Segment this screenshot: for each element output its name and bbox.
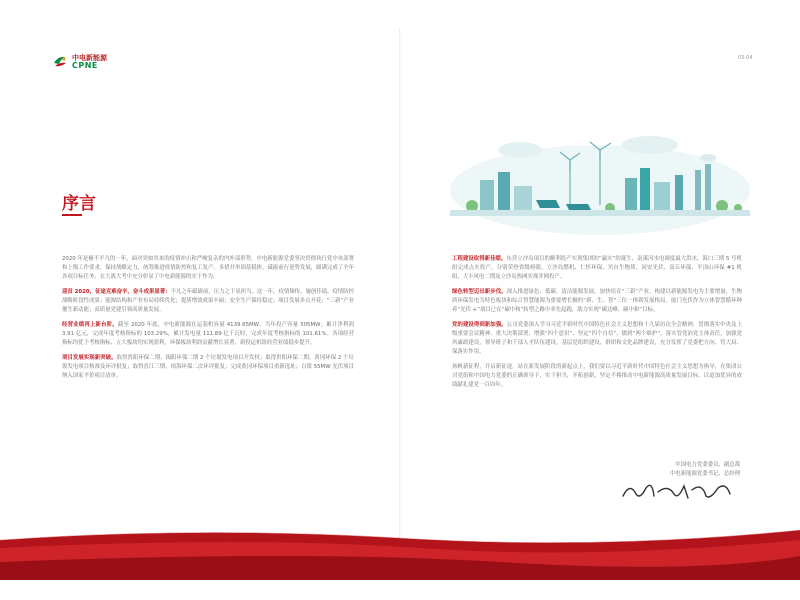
paragraph-body: 截至 2020 年底，中电新能源在运装机容量 4139.65MW，当年投产容量 505MW。累计净利润 3.91 亿元，完成年度考核指标的 103.29%，累计发电量 111.89 亿千瓦时，完成年度考核指标的 101.61%。各项经营指标均优于考核指标，五大板块均实现盈利，环保板块利润贡献增长显著，新投运机组经营业绩稳步提升。: [62, 322, 354, 346]
red-wave-footer: [0, 518, 800, 580]
page-fold: [399, 28, 401, 548]
paragraph-heading: 绿色转型迈出新步伐。: [452, 289, 507, 295]
paragraph-party-building: [452, 321, 742, 357]
paragraph-heading: 工程建设取得新佳绩。: [452, 256, 507, 262]
intro-paragraph: 2020 年是极不平凡的一年，面对突如其来的疫情冲击和严峻复杂的内外部形势，中电新能源党委坚决贯彻执行党中央部署和上级工作要求，保持战略定力，统筹推进疫情防控和复工复产，多措并举固基稳体，砥砺前行逆势发展，圆满完成了全年各项目标任务，在大战大考中充分彰显了中电新能源的实干作为。: [62, 256, 354, 280]
paragraph-body: 不凡之年砥砺前，压力之下显担当。这一年，疫情频传、屡创佳绩。疫情防控战略阶段性成果；能源结构和产业布局持续优化；提质增效成果丰硕；安全生产保持稳定；项目发展多点开花；“三新”产业催生新动能；高质量党建引领高质量发展。: [62, 289, 354, 313]
closing-paragraph: 扬帆新征程，开启新征途。站在新发展阶段的新起点上，我们要以习近平新时代中国特色社会主义思想为指导，在集团公司党组和中国电力党委的正确领导下，实干担当，开拓创新，坚定不移推动中电新能源高质量发展目标，以更加优异的成绩献礼建党一百周年。: [452, 364, 742, 388]
paragraph-heading: 迎首 2020，征途克难奋辛，奋斗成果显著：: [62, 289, 171, 295]
page-title: 序言: [62, 194, 96, 214]
page-numbers: 03-04: [738, 55, 753, 61]
cpne-logo: [52, 54, 107, 70]
left-column-text: [62, 255, 354, 387]
handwritten-signature: [618, 478, 738, 504]
title-underline: [62, 214, 82, 216]
logo-text-cn: 中电新能源: [72, 54, 107, 62]
paragraph-body: 取得贵阳环保二期、揭阳环保二期 2 个垃圾发电项目开发权；取得贵阳环保二期、黄冈环保 2 个垃圾发电项目核准及环评批复；取得晋江三期、琼海环保二次环评批复；完成黄冈环保项目重新选址；白银 55MW 光伏项目纳入国家平价项目清单。: [62, 355, 354, 379]
paragraph-green-transition: [452, 288, 742, 315]
paragraph-projects: [62, 354, 354, 381]
paragraph-body: 深入推进绿色、低碳、清洁能源发展，加快培育“三新”产业，构建以新能源发电为主要增量、生物质环保发电为特色板块和综合智慧能源为重要增长极的“新、生、智”三位一体新发展格局。厦门光伏作为立体智慧循环种养“光伏 +”项目已在“碳中和”转型之路中率先起跑，助力实现“碳达峰、碳中和”目标。: [452, 289, 742, 313]
paragraph-construction: [452, 255, 742, 282]
paragraph-heading: 经营业绩再上新台阶。: [62, 322, 118, 328]
paragraph-body: 公司党委深入学习习近平新时代中国特色社会主义思想和十九届历次全会精神，贯彻落实中央及上级重要会议精神、重大决策部署，增强“四个意识”、坚定“四个自信”、做到“两个维护”。落实管党治党主体责任，加强党风廉政建设，领导班子和干部人才队伍建设，基层党组织建设，群团和文化品牌建设，充分发挥了党委把方向、管大局、保落实作用。: [452, 322, 742, 355]
paragraph-body: 东营立沙岛项目的顺利投产实现集团的“赢实”的诞生，南溪河水电调度最大洪水，海口三期 5 号机组完成点火投产，分别荣登省级榜眼。立沙岛燃机、仁怀环保、贝台生物质、同安光伏、高丘环保、平顶山环保 #1 机组、大丰风电二期及立沙岛热网实现并网投产。: [452, 256, 742, 280]
signatory-title-2: 中电新能源党委书记、总经理: [669, 471, 740, 477]
logo-mark-icon: [52, 54, 68, 70]
paragraph-heading: 项目发展实现新突破。: [62, 355, 117, 361]
signatory-title-1: 中国电力党委委员、副总裁: [675, 462, 740, 468]
green-energy-illustration: [450, 120, 750, 240]
right-column-text: [452, 255, 742, 396]
paragraph-achievements: [62, 288, 354, 315]
signature-block: [670, 461, 740, 479]
paragraph-performance: [62, 321, 354, 348]
paragraph-heading: 党的建设得到新加强。: [452, 322, 507, 328]
logo-text-en: CPNE: [72, 61, 98, 70]
